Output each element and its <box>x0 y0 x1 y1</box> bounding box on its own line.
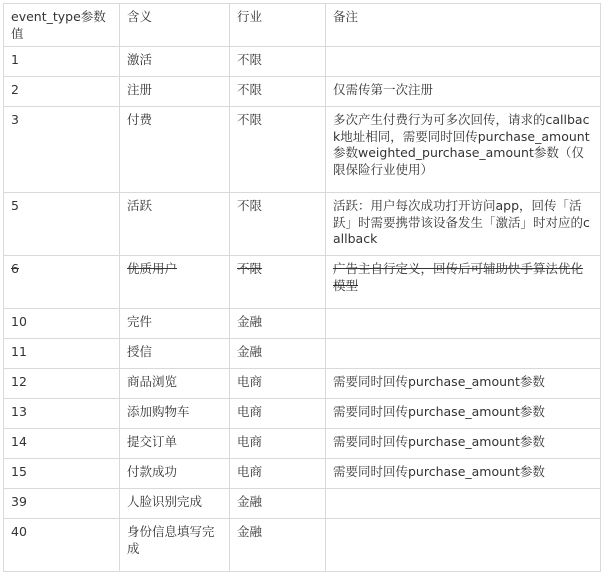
table-row <box>4 339 601 369</box>
cell-value: 39 <box>4 489 120 519</box>
table-row <box>4 369 601 399</box>
cell-meaning: 激活 <box>120 47 230 77</box>
header-event-type-value: event_type参数值 <box>4 4 120 47</box>
table-row <box>4 519 601 572</box>
cell-value: 13 <box>4 399 120 429</box>
cell-note <box>326 309 601 339</box>
cell-industry: 电商 <box>230 429 326 459</box>
cell-value: 14 <box>4 429 120 459</box>
cell-value: 6 <box>4 256 120 309</box>
table-row <box>4 459 601 489</box>
table-row-deprecated <box>4 256 601 309</box>
cell-meaning: 添加购物车 <box>120 399 230 429</box>
cell-value: 10 <box>4 309 120 339</box>
cell-value: 2 <box>4 77 120 107</box>
cell-industry: 金融 <box>230 519 326 572</box>
cell-industry: 电商 <box>230 459 326 489</box>
table-header-row <box>4 4 601 47</box>
cell-value: 11 <box>4 339 120 369</box>
table-row <box>4 77 601 107</box>
header-meaning: 含义 <box>120 4 230 47</box>
cell-meaning: 授信 <box>120 339 230 369</box>
cell-meaning: 提交订单 <box>120 429 230 459</box>
header-industry: 行业 <box>230 4 326 47</box>
cell-meaning: 完件 <box>120 309 230 339</box>
cell-note <box>326 519 601 572</box>
cell-value: 15 <box>4 459 120 489</box>
cell-note: 需要同时回传purchase_amount参数 <box>326 399 601 429</box>
cell-industry: 不限 <box>230 107 326 193</box>
table-row <box>4 107 601 193</box>
cell-meaning: 注册 <box>120 77 230 107</box>
cell-note <box>326 489 601 519</box>
cell-value: 5 <box>4 193 120 256</box>
cell-note: 需要同时回传purchase_amount参数 <box>326 369 601 399</box>
cell-note: 活跃：用户每次成功打开访问app，回传「活跃」时需要携带该设备发生「激活」时对应的callback <box>326 193 601 256</box>
table-row <box>4 429 601 459</box>
cell-note: 广告主自行定义，回传后可辅助快手算法优化模型 <box>326 256 601 309</box>
cell-meaning: 人脸识别完成 <box>120 489 230 519</box>
cell-note: 需要同时回传purchase_amount参数 <box>326 459 601 489</box>
table-row <box>4 47 601 77</box>
cell-value: 1 <box>4 47 120 77</box>
cell-note: 需要同时回传purchase_amount参数 <box>326 429 601 459</box>
cell-note: 多次产生付费行为可多次回传，请求的callback地址相同，需要同时回传purchase_amount参数weighted_purchase_amount参数（仅限保险行业使用） <box>326 107 601 193</box>
cell-industry: 不限 <box>230 77 326 107</box>
event-type-table <box>3 3 601 572</box>
cell-meaning: 商品浏览 <box>120 369 230 399</box>
cell-industry: 不限 <box>230 193 326 256</box>
cell-meaning: 活跃 <box>120 193 230 256</box>
cell-industry: 金融 <box>230 339 326 369</box>
table-row <box>4 193 601 256</box>
header-note: 备注 <box>326 4 601 47</box>
table-row <box>4 489 601 519</box>
cell-note <box>326 47 601 77</box>
cell-value: 40 <box>4 519 120 572</box>
cell-meaning: 身份信息填写完成 <box>120 519 230 572</box>
cell-value: 12 <box>4 369 120 399</box>
cell-industry: 电商 <box>230 399 326 429</box>
cell-meaning: 优质用户 <box>120 256 230 309</box>
cell-industry: 金融 <box>230 489 326 519</box>
cell-industry: 不限 <box>230 47 326 77</box>
cell-meaning: 付款成功 <box>120 459 230 489</box>
cell-industry: 不限 <box>230 256 326 309</box>
cell-value: 3 <box>4 107 120 193</box>
table-row <box>4 399 601 429</box>
cell-industry: 电商 <box>230 369 326 399</box>
table-row <box>4 309 601 339</box>
cell-industry: 金融 <box>230 309 326 339</box>
cell-meaning: 付费 <box>120 107 230 193</box>
cell-note <box>326 339 601 369</box>
cell-note: 仅需传第一次注册 <box>326 77 601 107</box>
